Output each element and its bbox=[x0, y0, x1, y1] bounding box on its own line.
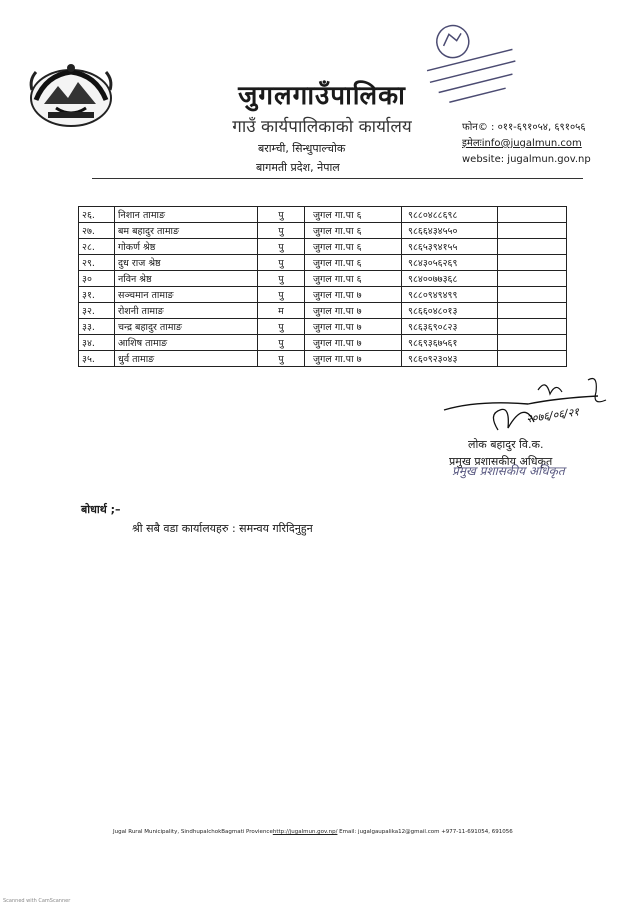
cell-name: दुध राज श्रेष्ठ bbox=[115, 255, 258, 271]
cell-address: जुगल गा.पा ६ bbox=[305, 239, 402, 255]
cell-gender: पु bbox=[258, 223, 305, 239]
cell-extra bbox=[498, 223, 567, 239]
cell-name: धुर्व तामाङ bbox=[115, 351, 258, 367]
cell-gender: पु bbox=[258, 255, 305, 271]
cell-name: गोकर्ण श्रेष्ठ bbox=[115, 239, 258, 255]
cell-name: रोशनी तामाङ bbox=[115, 303, 258, 319]
cell-phone: ९८६३६९०८२३ bbox=[402, 319, 498, 335]
footer-contact bbox=[113, 829, 513, 835]
cell-extra bbox=[498, 207, 567, 223]
table-row bbox=[79, 335, 567, 351]
cell-gender: पु bbox=[258, 319, 305, 335]
cell-phone: ९८६६०४८०१३ bbox=[402, 303, 498, 319]
table-row bbox=[79, 255, 567, 271]
cell-extra bbox=[498, 271, 567, 287]
address-line-1: बराम्ची, सिन्धुपाल्चोक bbox=[258, 142, 346, 155]
office-subtitle: गाउँ कार्यपालिकाको कार्यालय bbox=[232, 117, 412, 137]
table-row bbox=[79, 239, 567, 255]
office-stamp-icon bbox=[418, 12, 522, 110]
cc-recipients: श्री सबै वडा कार्यालयहरु : समन्वय गरिदिनुहुन bbox=[132, 522, 313, 535]
cell-sn: २८. bbox=[79, 239, 115, 255]
cell-extra bbox=[498, 319, 567, 335]
cell-phone: ९८६०९२३०४३ bbox=[402, 351, 498, 367]
table-row bbox=[79, 207, 567, 223]
cell-extra bbox=[498, 303, 567, 319]
cell-extra bbox=[498, 287, 567, 303]
cell-name: निशान तामाङ bbox=[115, 207, 258, 223]
cell-name: चन्द्र बहादुर तामाङ bbox=[115, 319, 258, 335]
cell-gender: पु bbox=[258, 271, 305, 287]
cell-extra bbox=[498, 335, 567, 351]
table-row bbox=[79, 303, 567, 319]
cell-gender: पु bbox=[258, 287, 305, 303]
table-row bbox=[79, 351, 567, 367]
table-row bbox=[79, 223, 567, 239]
cell-phone: ९८६५३९४१५५ bbox=[402, 239, 498, 255]
footer-website-link[interactable]: http://jugalmun.gov.np/ bbox=[272, 829, 338, 835]
cell-address: जुगल गा.पा ६ bbox=[305, 255, 402, 271]
cell-gender: पु bbox=[258, 207, 305, 223]
cell-sn: २६. bbox=[79, 207, 115, 223]
cell-sn: ३२. bbox=[79, 303, 115, 319]
cell-address: जुगल गा.पा ७ bbox=[305, 287, 402, 303]
cell-gender: पु bbox=[258, 351, 305, 367]
footer-org: Jugal Rural Municipality, SindhupalchokBagmati Provience bbox=[113, 829, 273, 835]
cell-name: नविन श्रेष्ठ bbox=[115, 271, 258, 287]
cell-phone: ९८८०४८८६९८ bbox=[402, 207, 498, 223]
cell-phone: ९८६९३६७५६१ bbox=[402, 335, 498, 351]
cc-heading: बोधार्थ ;– bbox=[81, 503, 121, 516]
cell-gender: पु bbox=[258, 239, 305, 255]
designation-stamp: प्रमुख प्रशासकीय अधिकृत bbox=[452, 464, 565, 478]
signature-scribble bbox=[438, 370, 628, 436]
cell-address: जुगल गा.पा ६ bbox=[305, 271, 402, 287]
cell-name: आशिष तामाङ bbox=[115, 335, 258, 351]
footer-email: Email: jugalgaupalika12@gmail.com bbox=[337, 829, 440, 835]
signatory-designation: प्रमुख प्रशासकीय अधिकृत bbox=[449, 455, 553, 468]
cell-address: जुगल गा.पा ७ bbox=[305, 335, 402, 351]
staff-list-table bbox=[78, 206, 567, 367]
cell-address: जुगल गा.पा ६ bbox=[305, 207, 402, 223]
cell-extra bbox=[498, 351, 567, 367]
phone-text: फोन© : ०११-६९१०५४, ६९१०५६ bbox=[462, 122, 586, 133]
contact-block bbox=[462, 120, 591, 168]
cell-sn: ३५. bbox=[79, 351, 115, 367]
municipality-title: जुगलगाउँपालिका bbox=[238, 81, 406, 111]
footer-phone: +977-11-691054, 691056 bbox=[439, 829, 513, 835]
cell-gender: पु bbox=[258, 335, 305, 351]
signature-date: २०७६/०६/२१ bbox=[525, 405, 580, 426]
cell-phone: ९८४३०५६२६९ bbox=[402, 255, 498, 271]
signatory-name: लोक बहादुर वि.क. bbox=[468, 438, 544, 451]
cell-sn: २९. bbox=[79, 255, 115, 271]
email-text: इमेलःinfo@jugalmun.com bbox=[462, 138, 582, 149]
cell-address: जुगल गा.पा ६ bbox=[305, 223, 402, 239]
scanner-watermark: Scanned with CamScanner bbox=[3, 898, 71, 904]
cell-address: जुगल गा.पा ७ bbox=[305, 303, 402, 319]
address-line-2: बागमती प्रदेश, नेपाल bbox=[256, 161, 340, 174]
cell-name: बम बहादुर तामाङ bbox=[115, 223, 258, 239]
table-row bbox=[79, 287, 567, 303]
cell-address: जुगल गा.पा ७ bbox=[305, 319, 402, 335]
cell-phone: ९८४००७७३६८ bbox=[402, 271, 498, 287]
cell-phone: ९८६६४३४५५० bbox=[402, 223, 498, 239]
table-row bbox=[79, 271, 567, 287]
cell-sn: ३० bbox=[79, 271, 115, 287]
table-row bbox=[79, 319, 567, 335]
cell-sn: ३१. bbox=[79, 287, 115, 303]
cell-name: सञ्चमान तामाङ bbox=[115, 287, 258, 303]
cell-sn: ३३. bbox=[79, 319, 115, 335]
cell-gender: म bbox=[258, 303, 305, 319]
cell-extra bbox=[498, 239, 567, 255]
cell-address: जुगल गा.पा ७ bbox=[305, 351, 402, 367]
cell-extra bbox=[498, 255, 567, 271]
cell-phone: ९८८०९४९४९९ bbox=[402, 287, 498, 303]
cell-sn: २७. bbox=[79, 223, 115, 239]
cell-sn: ३४. bbox=[79, 335, 115, 351]
website-text: website: jugalmun.gov.np bbox=[462, 154, 591, 165]
header-divider bbox=[92, 178, 583, 179]
